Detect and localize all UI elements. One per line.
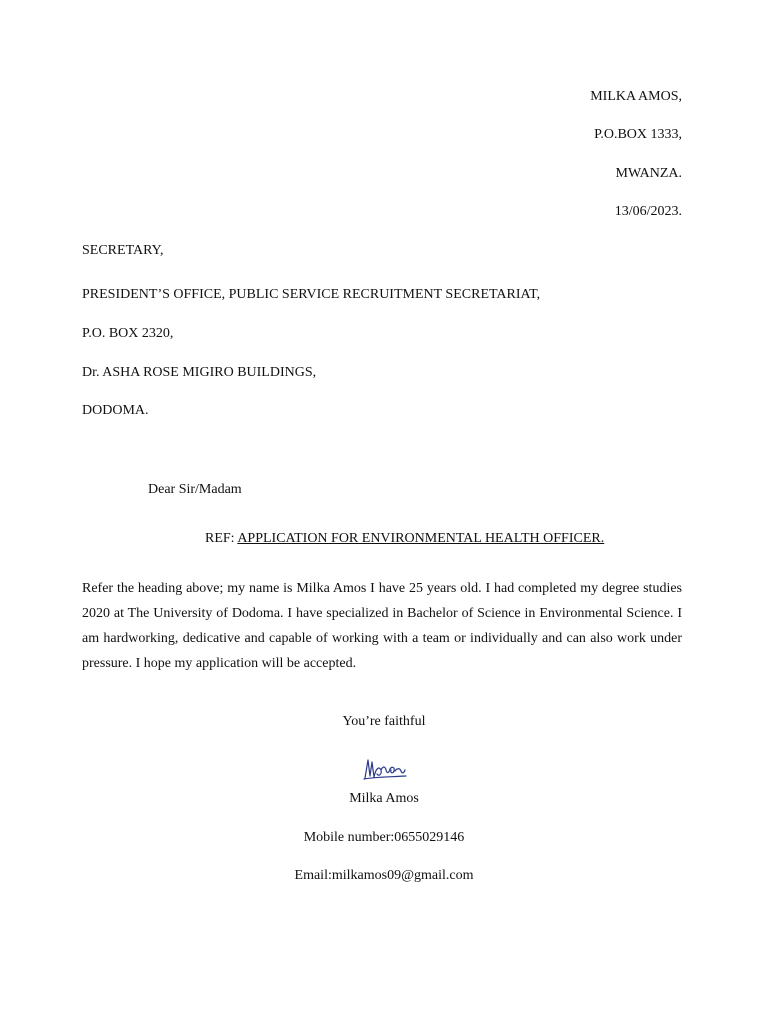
sender-city: MWANZA.: [615, 166, 682, 181]
body-paragraph: Refer the heading above; my name is Milka Amos I have 25 years old. I had completed my degree studies 2020 at The University of Dodoma. I have specialized in Bachelor of Science in Environmental Science. I am hardworking, dedicative and capable of working with a team or individually and can also work under pressure. I hope my application will be accepted.: [82, 581, 682, 671]
signer-name: Milka Amos: [349, 791, 419, 806]
recipient-building: Dr. ASHA ROSE MIGIRO BUILDINGS,: [82, 365, 317, 380]
salutation: Dear Sir/Madam: [148, 482, 242, 497]
reference-prefix: REF:: [205, 531, 235, 546]
recipient-office: PRESIDENT’S OFFICE, PUBLIC SERVICE RECRUITMENT SECRETARIAT,: [82, 287, 541, 302]
mobile-number: Mobile number:0655029146: [303, 830, 465, 845]
recipient-po-box: P.O. BOX 2320,: [82, 326, 174, 341]
sender-po-box: P.O.BOX 1333,: [594, 127, 682, 142]
recipient-city: DODOMA.: [82, 403, 149, 418]
recipient-title: SECRETARY,: [82, 243, 164, 258]
sender-name: MILKA AMOS,: [590, 89, 682, 104]
valediction: You’re faithful: [342, 714, 426, 729]
letter-date: 13/06/2023.: [614, 204, 682, 219]
email-address: Email:milkamos09@gmail.com: [294, 868, 474, 883]
reference-subject: APPLICATION FOR ENVIRONMENTAL HEALTH OFFICER.: [237, 531, 605, 546]
reference-line: [205, 530, 604, 548]
signature-icon: [362, 756, 408, 782]
